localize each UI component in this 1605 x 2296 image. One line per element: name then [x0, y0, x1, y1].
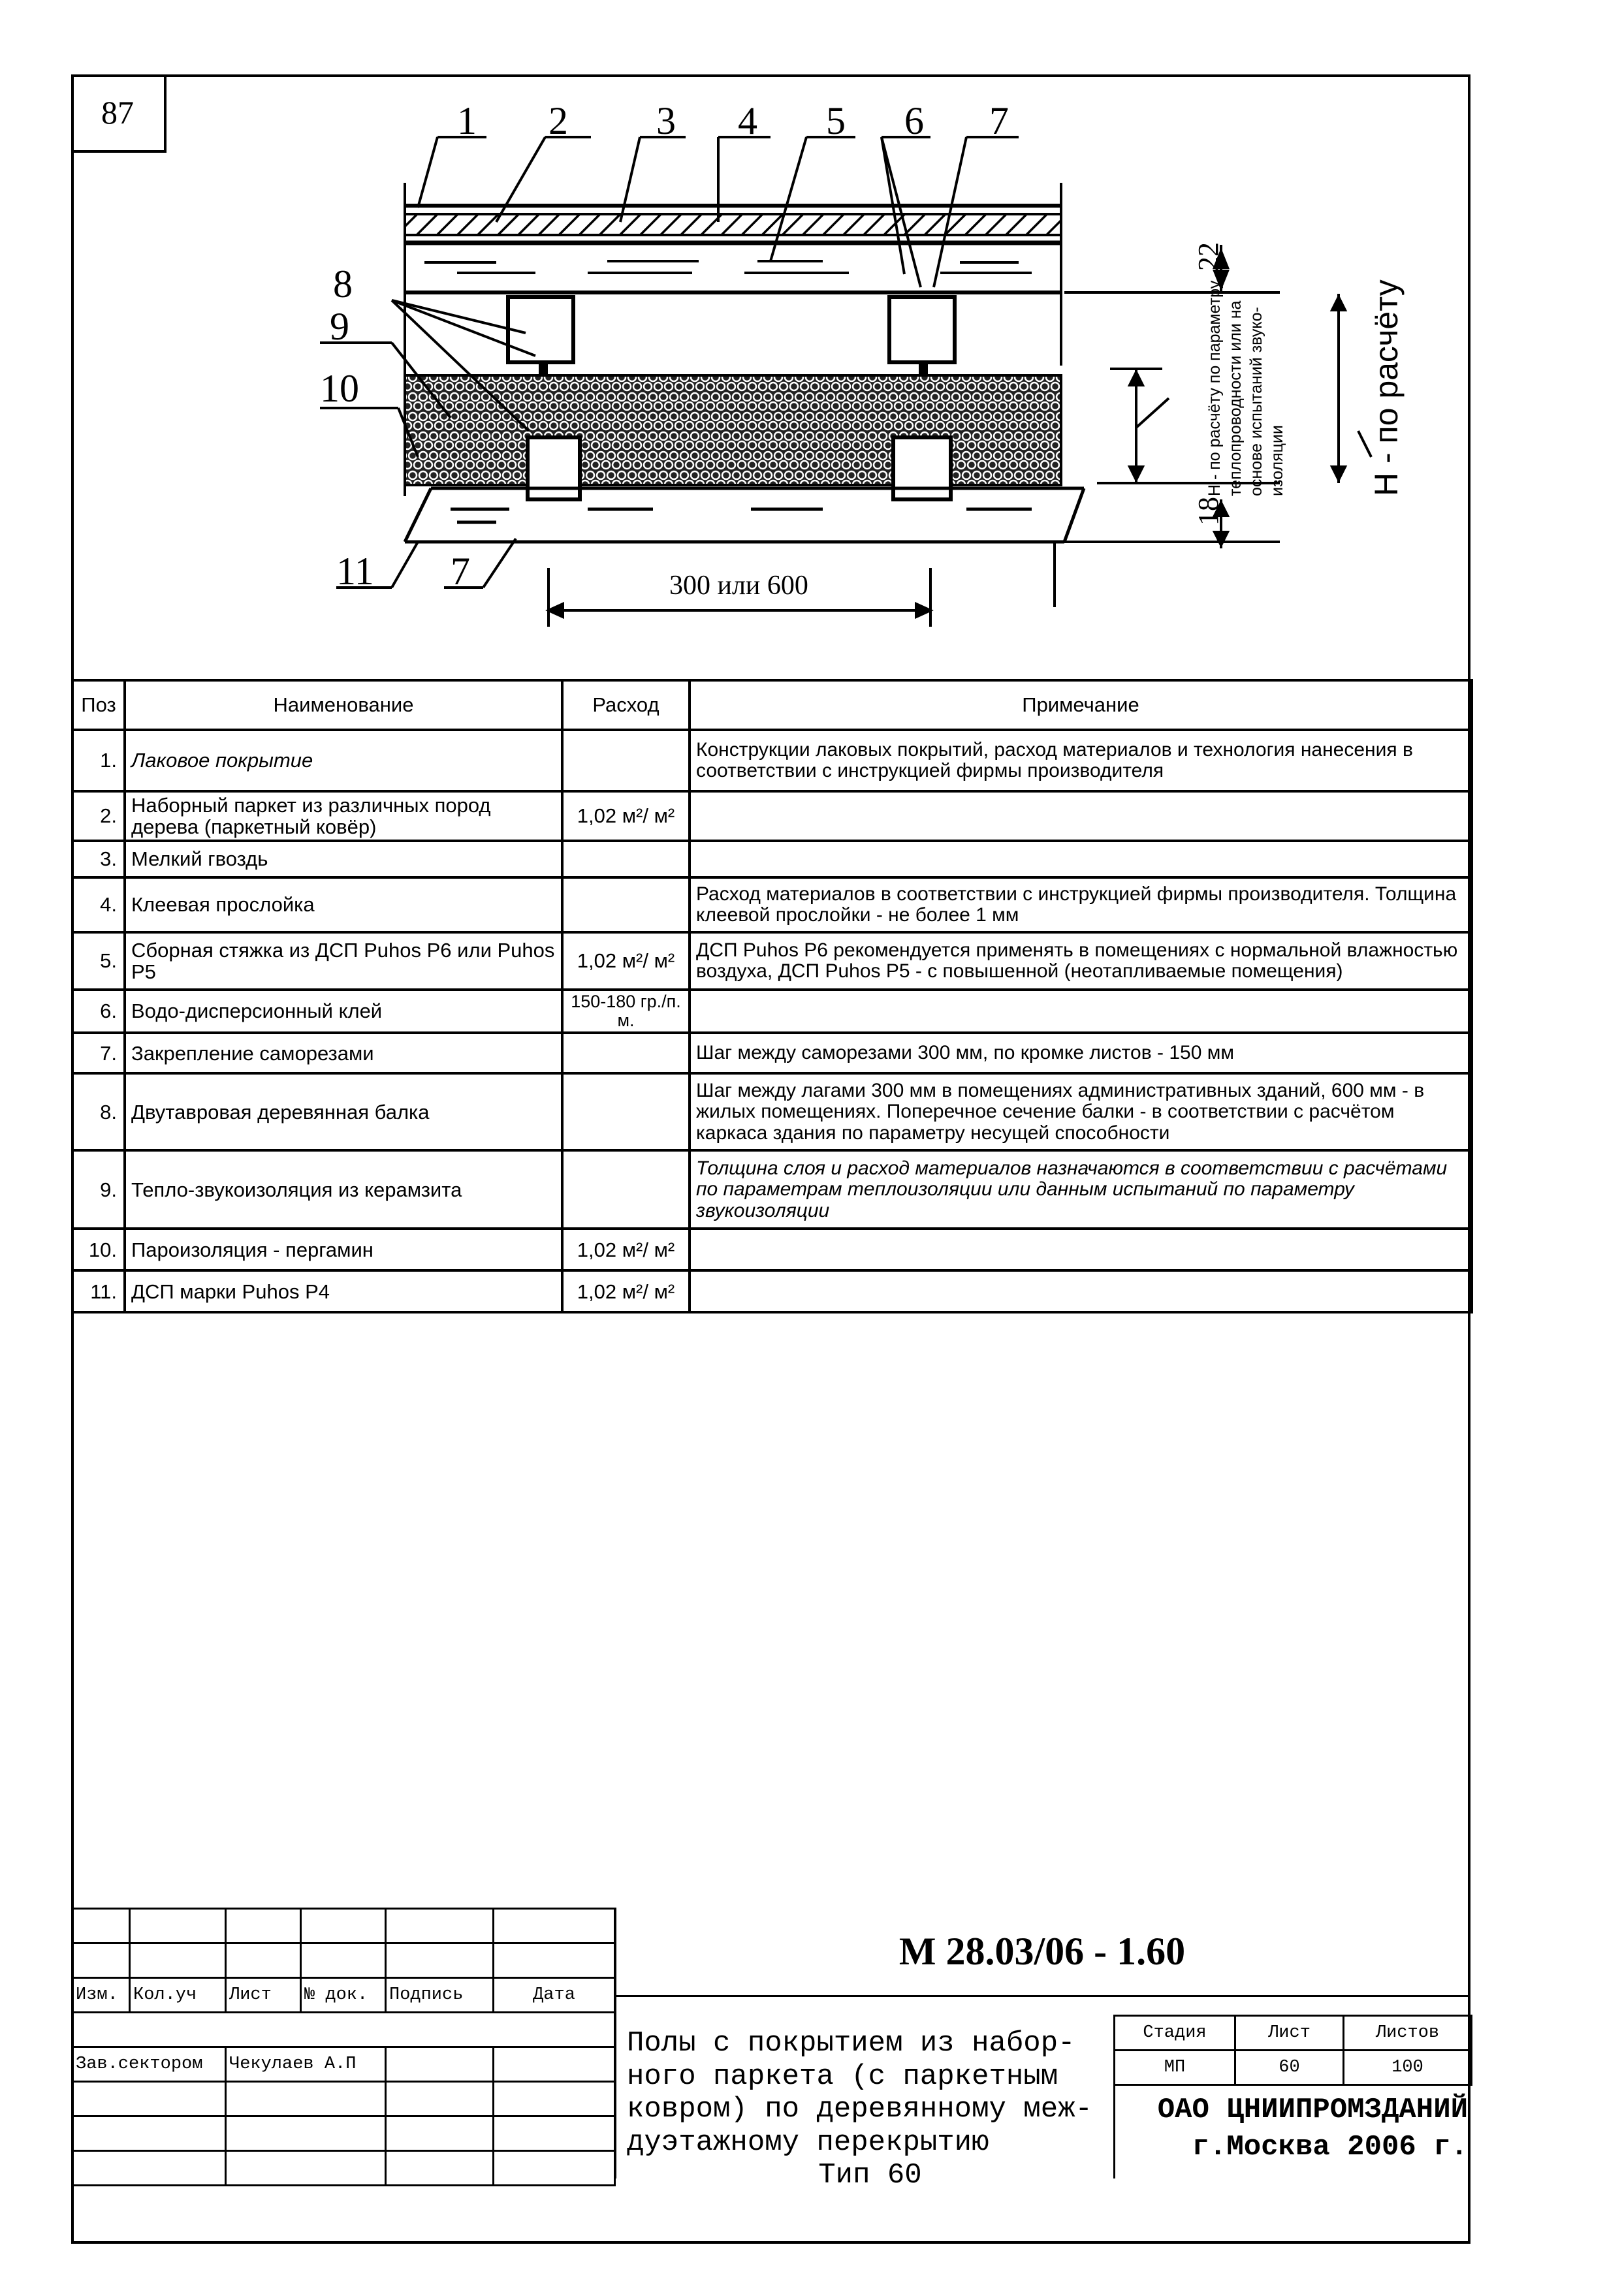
col-list: Лист — [226, 1978, 301, 2013]
table-row: 7. Закрепление саморезами Шаг между саморезами 300 мм, по кромке листов - 150 мм — [72, 1033, 1472, 1073]
dim-h-note-0: Н - по расчёту по параметру — [1205, 280, 1224, 496]
callout-label-2: 2 — [548, 99, 568, 142]
dim-22: 22 — [1192, 242, 1224, 271]
organization — [1113, 2083, 1470, 2166]
stage-value-row — [1115, 2051, 1472, 2085]
table-header-row — [72, 680, 1472, 730]
stage-value-2: 100 — [1344, 2051, 1472, 2085]
stage-header-2: Листов — [1344, 2016, 1472, 2051]
callout-label-7: 7 — [989, 99, 1009, 142]
table-row: 8. Двутавровая деревянная балка Шаг между лагами 300 мм в помещениях административных зданий, 600 мм - в жилых помещениях. Поперечное сечение балки - в соответствии с расчётом каркаса здания по параметру несущей способности — [72, 1073, 1472, 1150]
revision-grid — [71, 1908, 616, 2186]
header-qty: Расход — [562, 680, 690, 730]
table-row: 4. Клеевая прослойка Расход материалов в соответствии с инструкцией фирмы производителя. Толщина клеевой прослойки - не более 1 мм — [72, 877, 1472, 932]
table-row: 2. Наборный паркет из различных пород дерева (паркетный ковёр) 1,02 м²/ м² — [72, 791, 1472, 841]
dim-h-note-1: теплопроводности или на — [1226, 300, 1245, 496]
document-number: М 28.03/06 - 1.60 — [898, 1929, 1186, 1973]
callout-label-4: 4 — [738, 99, 757, 142]
role: Зав.сектором — [72, 2047, 226, 2082]
col-sign: Подпись — [386, 1978, 494, 2013]
table-row: 3. Мелкий гвоздь — [72, 841, 1472, 877]
table-row: 5. Сборная стяжка из ДСП Puhos P6 или Puhos P5 1,02 м²/ м² ДСП Puhos P6 рекомендуется применять в помещениях с нормальной влажностью воздуха, ДСП Puhos P5 - с повышенной (неотапливаемые помещения) — [72, 932, 1472, 990]
stage-value-0: МП — [1115, 2051, 1235, 2085]
insulation-layer — [405, 375, 1061, 485]
person: Чекулаев А.П — [226, 2047, 386, 2082]
org-city: г.Москва 2006 г. — [1192, 2131, 1468, 2164]
dim-h: Н - по расчёту — [1368, 279, 1405, 496]
callout-label-7b: 7 — [451, 550, 470, 593]
stage-table — [1113, 2015, 1472, 2086]
title-line-2: ковром) по деревянному меж- — [627, 2093, 1092, 2126]
specification-table — [71, 679, 1473, 1313]
type-line: Тип 60 — [818, 2159, 922, 2192]
stage-header-1: Лист — [1235, 2016, 1344, 2051]
dim-18: 18 — [1192, 497, 1224, 526]
table-row: 11. ДСП марки Puhos P4 1,02 м²/ м² — [72, 1270, 1472, 1312]
page-number: 87 — [71, 74, 167, 153]
callout-label-3: 3 — [656, 99, 676, 142]
callout-label-6: 6 — [904, 99, 924, 142]
floor-section-drawing — [0, 0, 1605, 679]
dim-h-note-3: изоляции — [1268, 425, 1286, 496]
revision-header-row — [72, 1978, 615, 2013]
header-pos: Поз — [72, 680, 125, 730]
table-row: 1. Лаковое покрытие Конструкции лаковых покрытий, расход материалов и технология нанесения в соответствии с инструкцией фирмы производителя — [72, 730, 1472, 791]
col-date: Дата — [494, 1978, 615, 2013]
col-kol: Кол.уч — [130, 1978, 226, 2013]
title-line-3: дуэтажному перекрытию — [627, 2126, 989, 2159]
callout-label-10: 10 — [320, 367, 359, 410]
dim-h-note-2: основе испытаний звуко- — [1247, 307, 1265, 496]
col-doc: № док. — [301, 1978, 386, 2013]
callout-label-9: 9 — [330, 305, 349, 348]
stage-value-1: 60 — [1235, 2051, 1344, 2085]
title-line-0: Полы с покрытием из набор- — [627, 2027, 1075, 2060]
stage-header-row — [1115, 2016, 1472, 2051]
header-note: Примечание — [690, 680, 1472, 730]
table-row: 10. Пароизоляция - пергамин 1,02 м²/ м² — [72, 1229, 1472, 1270]
signature-row — [72, 2047, 615, 2082]
header-name: Наименование — [125, 680, 562, 730]
title-line-1: ного паркета (с паркетным — [627, 2060, 1058, 2093]
stage-header-0: Стадия — [1115, 2016, 1235, 2051]
col-izm: Изм. — [72, 1978, 130, 2013]
table-row: 6. Водо-дисперсионный клей 150-180 гр./п. м. — [72, 990, 1472, 1033]
dim-spacing: 300 или 600 — [669, 571, 808, 601]
callout-label-1: 1 — [457, 99, 477, 142]
dim-h-note — [1205, 280, 1286, 496]
bottom-board — [405, 488, 1084, 542]
org-name: ОАО ЦНИИПРОМЗДАНИЙ — [1157, 2094, 1468, 2126]
callout-label-5: 5 — [826, 99, 846, 142]
callout-label-8: 8 — [333, 262, 353, 306]
table-row: 9. Тепло-звукоизоляция из керамзита Толщина слоя и расход материалов назначаются в соответствии с расчётами по параметрам теплоизоляции или данным испытаний по параметру звукоизоляции — [72, 1150, 1472, 1229]
callout-label-11: 11 — [336, 550, 374, 593]
sheet-title — [627, 2027, 1113, 2192]
